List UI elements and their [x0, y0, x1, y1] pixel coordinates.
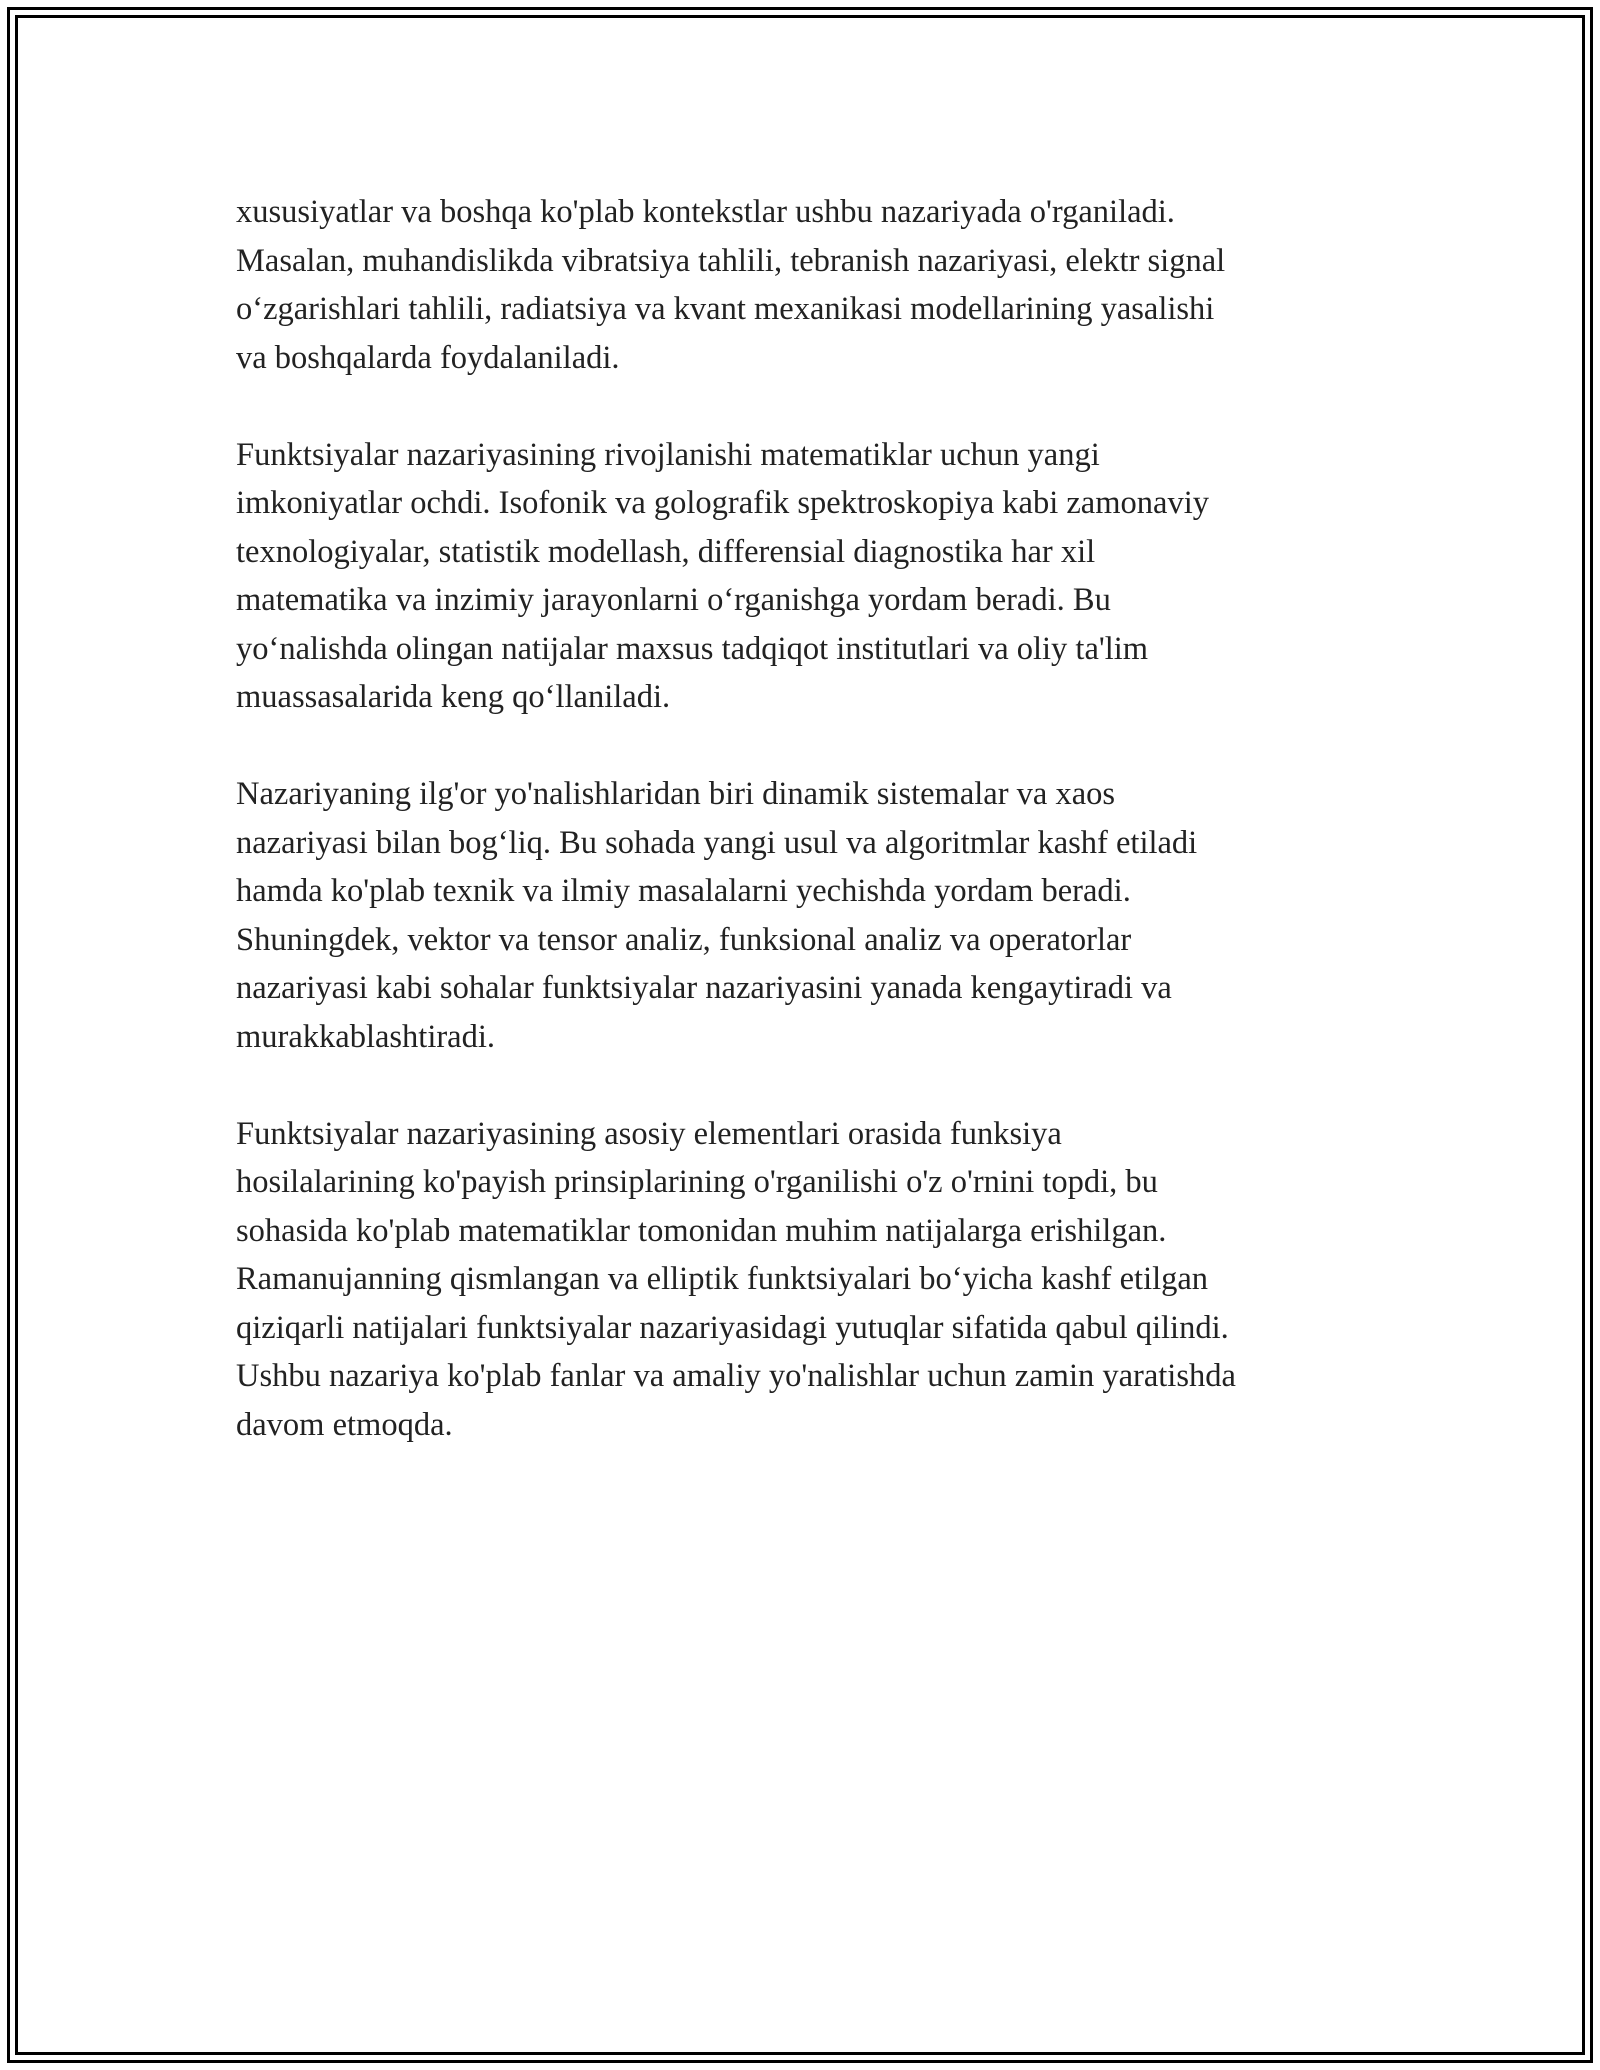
text-line: Ramanujanning qismlangan va elliptik funktsiyalari bo‘yicha kashf etilgan [236, 1261, 1209, 1297]
text-line: murakkablashtiradi. [236, 1018, 496, 1055]
text-line: davom etmoqda. [236, 1406, 453, 1443]
text-line: Masalan, muhandislikda vibratsiya tahlili, tebranish nazariyasi, elektr signal [236, 242, 1226, 279]
text-line: qiziqarli natijalari funktsiyalar nazariyasidagi yutuqlar sifatida qabul qilindi. [236, 1309, 1229, 1346]
text-line: nazariyasi bilan bog‘liq. Bu sohada yangi usul va algoritmlar kashf etiladi [236, 824, 1198, 861]
text-line: Nazariyaning ilg'or yo'nalishlaridan biri dinamik sistemalar va xaos [236, 776, 1116, 812]
paragraph-3 [236, 770, 1376, 1061]
text-line: va boshqalarda foydalaniladi. [236, 339, 620, 376]
document-body [236, 188, 1376, 1498]
text-line: Funktsiyalar nazariyasining asosiy elementlari orasida funksiya [236, 1115, 1062, 1152]
text-line: sohasida ko'plab matematiklar tomonidan muhim natijalarga erishilgan. [236, 1212, 1167, 1249]
text-line: texnologiyalar, statistik modellash, differensial diagnostika har xil [236, 533, 1096, 570]
text-line: hamda ko'plab texnik va ilmiy masalalarni yechishda yordam beradi. [236, 873, 1131, 909]
text-line: imkoniyatlar ochdi. Isofonik va golografik spektroskopiya kabi zamonaviy [236, 485, 1209, 521]
text-line: muassasalarida keng qo‘llaniladi. [236, 679, 671, 715]
paragraph-4 [236, 1110, 1376, 1450]
text-line: hosilalarining ko'payish prinsiplarining o'rganilishi o'z o'rnini topdi, bu [236, 1164, 1158, 1200]
text-line: Shuningdek, vektor va tensor analiz, funksional analiz va operatorlar [236, 921, 1132, 958]
text-line: o‘zgarishlari tahlili, radiatsiya va kvant mexanikasi modellarining yasalishi [236, 291, 1215, 327]
text-line: Ushbu nazariya ko'plab fanlar va amaliy yo'nalishlar uchun zamin yaratishda [236, 1358, 1236, 1394]
text-line: xususiyatlar va boshqa ko'plab kontekstlar ushbu nazariyada o'rganiladi. [236, 194, 1175, 230]
paragraph-1 [236, 188, 1376, 382]
text-line: matematika va inzimiy jarayonlarni o‘rganishga yordam beradi. Bu [236, 582, 1111, 618]
text-line: yo‘nalishda olingan natijalar maxsus tadqiqot institutlari va oliy ta'lim [236, 630, 1149, 667]
text-line: Funktsiyalar nazariyasining rivojlanishi matematiklar uchun yangi [236, 436, 1100, 473]
text-line: nazariyasi kabi sohalar funktsiyalar nazariyasini yanada kengaytiradi va [236, 970, 1172, 1006]
paragraph-2 [236, 431, 1376, 722]
